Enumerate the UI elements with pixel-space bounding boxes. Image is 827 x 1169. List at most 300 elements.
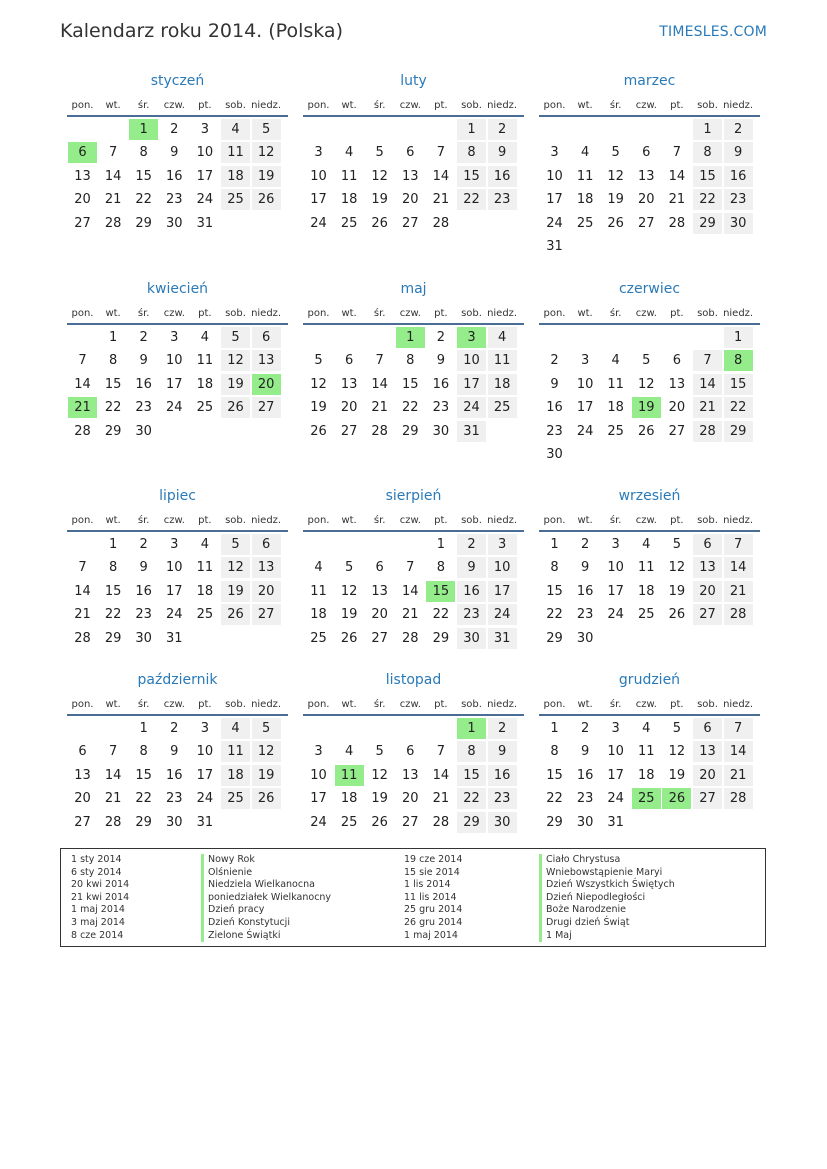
day-cell: 7 <box>78 353 87 369</box>
weekday-label: pon. <box>71 515 94 526</box>
weekday-header <box>303 100 524 112</box>
day-cell: 2 <box>139 330 148 345</box>
day-cell: 27 <box>402 215 419 231</box>
day-cell: 21 <box>74 607 91 623</box>
day-cell: 3 <box>611 721 620 736</box>
weekday-label: wt. <box>341 308 357 319</box>
day-cell: 17 <box>457 374 486 395</box>
header-divider <box>67 530 288 532</box>
day-cell: 29 <box>104 423 122 439</box>
weekday-label: niedz. <box>251 100 282 111</box>
day-cell: 1 <box>108 330 118 345</box>
day-cell: 23 <box>546 423 563 439</box>
day-cell: 21 <box>432 791 450 807</box>
day-cell: 13 <box>252 350 281 371</box>
day-cell: 22 <box>546 791 563 807</box>
header-divider <box>303 530 524 532</box>
day-cell: 18 <box>340 791 358 807</box>
day-cell: 22 <box>104 607 122 623</box>
weekday-label: pt. <box>670 308 684 319</box>
day-cell: 15 <box>104 376 122 392</box>
weekday-label: niedz. <box>723 308 754 319</box>
day-cell: 23 <box>576 607 594 623</box>
legend-date: 15 sie 2014 <box>404 866 460 878</box>
day-cell: 16 <box>166 168 183 184</box>
day-cell: 8 <box>108 560 118 576</box>
day-cell: 29 <box>135 814 152 830</box>
day-cell: 7 <box>724 534 753 555</box>
day-cell: 27 <box>693 788 722 809</box>
day-cell: 3 <box>611 537 620 552</box>
legend-names-left <box>201 854 331 942</box>
holiday-day-cell: 1 <box>396 327 425 348</box>
legend-holiday-name: Olśnienie <box>201 867 331 880</box>
day-cell: 28 <box>74 423 91 439</box>
day-cell: 11 <box>196 560 214 576</box>
header-divider <box>303 115 524 117</box>
day-cell: 31 <box>488 628 517 649</box>
header-divider <box>539 714 760 716</box>
day-cell: 24 <box>576 423 594 439</box>
day-cell: 5 <box>252 718 281 739</box>
day-cell: 29 <box>724 421 753 442</box>
day-cell: 11 <box>196 353 214 369</box>
day-cell: 20 <box>371 607 388 623</box>
weekday-label: pon. <box>71 100 94 111</box>
day-cell: 30 <box>457 628 486 649</box>
day-cell: 10 <box>196 145 214 161</box>
month-name: sierpień <box>385 488 442 504</box>
weekday-label: wt. <box>341 100 357 111</box>
day-cell: 21 <box>668 192 686 208</box>
legend-holiday-name: Nowy Rok <box>201 854 331 867</box>
day-cell: 27 <box>74 215 91 231</box>
day-cell: 9 <box>488 142 517 163</box>
day-cell: 16 <box>488 765 517 786</box>
day-cell: 19 <box>668 767 686 783</box>
holiday-day-cell: 19 <box>632 397 661 418</box>
day-cell: 20 <box>693 581 722 602</box>
legend-date: 1 maj 2014 <box>71 904 125 916</box>
day-cell: 11 <box>638 560 655 576</box>
legend-holiday-name: Dzień Konstytucji <box>201 917 331 930</box>
day-cell: 7 <box>724 718 753 739</box>
legend-date: 6 sty 2014 <box>71 866 122 878</box>
day-cell: 28 <box>668 215 686 231</box>
day-cell: 18 <box>221 765 250 786</box>
day-cell: 7 <box>672 145 682 161</box>
day-cell: 30 <box>135 630 152 646</box>
day-cell: 5 <box>672 721 682 736</box>
day-cell: 4 <box>642 537 651 552</box>
day-cell: 13 <box>668 376 686 392</box>
day-cell: 16 <box>135 376 152 392</box>
weekday-label: niedz. <box>723 100 754 111</box>
day-cell: 15 <box>457 166 486 187</box>
day-cell: 14 <box>693 374 722 395</box>
weekday-label: pt. <box>434 308 448 319</box>
day-cell: 13 <box>371 583 388 599</box>
day-cell: 17 <box>196 767 214 783</box>
weekday-label: czw. <box>163 308 185 319</box>
day-cell: 20 <box>74 192 91 208</box>
day-cell: 8 <box>457 741 486 762</box>
weekday-label: sob. <box>697 699 718 710</box>
day-cell: 10 <box>546 168 563 184</box>
legend-holiday-name: Dzień Niepodległości <box>539 892 675 905</box>
month-name: czerwiec <box>618 281 681 297</box>
brand-link[interactable]: TIMESLES.COM <box>659 24 767 40</box>
day-cell: 28 <box>432 814 450 830</box>
day-cell: 25 <box>196 607 214 623</box>
day-cell: 4 <box>642 721 651 736</box>
day-cell: 9 <box>580 560 590 576</box>
month-name: maj <box>400 281 427 297</box>
day-cell: 21 <box>371 400 388 416</box>
weekday-label: pt. <box>198 100 212 111</box>
day-cell: 12 <box>668 744 686 760</box>
weekday-label: sob. <box>225 308 246 319</box>
day-cell: 18 <box>196 583 214 599</box>
day-cell: 11 <box>607 376 624 392</box>
weekday-header <box>539 699 760 711</box>
day-cell: 6 <box>642 145 651 161</box>
day-cell: 6 <box>693 718 722 739</box>
day-cell: 12 <box>221 557 250 578</box>
day-cell: 9 <box>170 744 179 760</box>
holiday-day-cell: 1 <box>129 119 158 140</box>
day-cell: 27 <box>693 604 722 625</box>
weekday-header <box>539 100 760 112</box>
day-cell: 12 <box>221 350 250 371</box>
day-cell: 30 <box>166 215 183 231</box>
day-cell: 30 <box>135 423 152 439</box>
day-cell: 20 <box>668 400 686 416</box>
day-cell: 8 <box>550 744 559 760</box>
legend-date: 1 lis 2014 <box>404 879 451 891</box>
day-cell: 14 <box>104 767 122 783</box>
day-cell: 5 <box>611 145 620 161</box>
day-cell: 8 <box>693 142 722 163</box>
day-cell: 13 <box>74 168 91 184</box>
day-cell: 10 <box>166 560 183 576</box>
day-cell: 12 <box>310 376 327 392</box>
header-divider <box>303 323 524 325</box>
day-cell: 4 <box>221 119 250 140</box>
day-cell: 8 <box>550 560 559 576</box>
weekday-label: pon. <box>71 308 94 319</box>
weekday-label: wt. <box>105 308 121 319</box>
weekday-label: czw. <box>635 699 657 710</box>
day-cell: 2 <box>139 537 148 552</box>
day-cell: 26 <box>221 604 250 625</box>
day-cell: 15 <box>457 765 486 786</box>
day-cell: 31 <box>457 421 486 442</box>
day-cell: 26 <box>310 423 327 439</box>
day-cell: 7 <box>108 145 118 161</box>
weekday-label: pon. <box>307 308 330 319</box>
day-cell: 3 <box>170 330 179 345</box>
day-cell: 19 <box>371 791 388 807</box>
weekday-label: wt. <box>577 699 593 710</box>
day-cell: 29 <box>546 814 563 830</box>
day-cell: 4 <box>344 744 354 760</box>
weekday-label: śr. <box>609 308 622 319</box>
day-cell: 29 <box>104 630 122 646</box>
weekday-label: śr. <box>609 515 622 526</box>
day-cell: 17 <box>607 767 624 783</box>
day-cell: 11 <box>221 741 250 762</box>
legend-holiday-name: Boże Narodzenie <box>539 904 675 917</box>
day-cell: 6 <box>406 744 415 760</box>
day-cell: 22 <box>402 400 419 416</box>
day-cell: 21 <box>104 791 122 807</box>
weekday-label: pon. <box>543 515 566 526</box>
weekday-header <box>303 699 524 711</box>
day-cell: 20 <box>638 192 655 208</box>
weekday-label: pon. <box>307 699 330 710</box>
day-cell: 15 <box>546 767 563 783</box>
weekday-label: wt. <box>577 100 593 111</box>
day-cell: 11 <box>638 744 655 760</box>
day-cell: 19 <box>310 400 327 416</box>
day-cell: 24 <box>196 791 214 807</box>
day-cell: 29 <box>135 215 152 231</box>
legend-dates-left <box>71 854 129 942</box>
day-cell: 15 <box>402 376 419 392</box>
day-cell: 14 <box>74 583 91 599</box>
day-cell: 18 <box>310 607 327 623</box>
day-cell: 6 <box>375 560 384 576</box>
day-cell: 4 <box>580 145 590 161</box>
day-cell: 18 <box>221 166 250 187</box>
day-cell: 13 <box>402 767 419 783</box>
day-cell: 26 <box>607 215 624 231</box>
day-cell: 11 <box>310 583 327 599</box>
weekday-label: niedz. <box>251 308 282 319</box>
day-cell: 25 <box>196 400 214 416</box>
day-cell: 2 <box>457 534 486 555</box>
header-divider <box>67 115 288 117</box>
day-cell: 7 <box>693 350 722 371</box>
day-cell: 3 <box>580 353 590 369</box>
day-cell: 7 <box>108 744 118 760</box>
day-cell: 28 <box>432 215 450 231</box>
day-cell: 27 <box>252 604 281 625</box>
day-cell: 27 <box>402 814 419 830</box>
day-cell: 10 <box>607 560 624 576</box>
day-cell: 18 <box>488 374 517 395</box>
day-cell: 9 <box>488 741 517 762</box>
day-cell: 31 <box>196 814 214 830</box>
weekday-label: pt. <box>670 515 684 526</box>
day-cell: 24 <box>457 397 486 418</box>
day-cell: 10 <box>607 744 624 760</box>
day-cell: 30 <box>576 630 594 646</box>
day-cell: 25 <box>607 423 624 439</box>
legend-holiday-name: 1 Maj <box>539 930 675 943</box>
day-cell: 13 <box>340 376 358 392</box>
weekday-label: czw. <box>399 308 421 319</box>
weekday-header <box>67 308 288 320</box>
day-cell: 6 <box>252 327 281 348</box>
day-cell: 8 <box>139 744 148 760</box>
day-cell: 8 <box>406 353 415 369</box>
day-cell: 14 <box>724 741 753 762</box>
day-cell: 1 <box>108 537 118 552</box>
header-divider <box>303 714 524 716</box>
day-cell: 9 <box>139 560 148 576</box>
holiday-day-cell: 8 <box>724 350 753 371</box>
day-cell: 18 <box>196 376 214 392</box>
day-cell: 19 <box>607 192 624 208</box>
day-cell: 17 <box>576 400 594 416</box>
day-cell: 21 <box>724 765 753 786</box>
day-cell: 28 <box>724 604 753 625</box>
weekday-label: czw. <box>399 100 421 111</box>
day-cell: 15 <box>104 583 122 599</box>
day-cell: 1 <box>693 119 722 140</box>
day-cell: 17 <box>166 583 183 599</box>
holiday-day-cell: 26 <box>662 788 691 809</box>
legend-date: 3 maj 2014 <box>71 916 125 928</box>
holiday-day-cell: 15 <box>426 581 455 602</box>
day-cell: 4 <box>344 145 354 161</box>
day-cell: 21 <box>104 192 122 208</box>
day-cell: 27 <box>668 423 686 439</box>
legend-holiday-name: Dzień pracy <box>201 904 331 917</box>
day-cell: 30 <box>576 814 594 830</box>
weekday-label: wt. <box>105 699 121 710</box>
weekday-label: śr. <box>373 308 386 319</box>
day-cell: 24 <box>310 814 327 830</box>
weekday-label: śr. <box>609 100 622 111</box>
day-cell: 30 <box>166 814 183 830</box>
day-cell: 25 <box>340 814 358 830</box>
day-cell: 29 <box>402 423 419 439</box>
weekday-label: sob. <box>461 699 482 710</box>
day-cell: 5 <box>314 353 323 369</box>
weekday-label: niedz. <box>723 515 754 526</box>
month-name: listopad <box>385 672 442 688</box>
day-cell: 8 <box>436 560 446 576</box>
weekday-label: niedz. <box>487 308 518 319</box>
day-cell: 11 <box>576 168 594 184</box>
weekday-label: sob. <box>461 308 482 319</box>
holiday-day-cell: 1 <box>457 718 486 739</box>
day-cell: 18 <box>607 400 624 416</box>
day-cell: 12 <box>607 168 624 184</box>
weekday-label: śr. <box>373 699 386 710</box>
day-cell: 2 <box>488 119 517 140</box>
day-cell: 14 <box>668 168 686 184</box>
day-cell: 12 <box>252 741 281 762</box>
weekday-label: pt. <box>670 699 684 710</box>
weekday-label: czw. <box>163 515 185 526</box>
day-cell: 2 <box>724 119 753 140</box>
day-cell: 22 <box>104 400 122 416</box>
header-divider <box>539 530 760 532</box>
day-cell: 19 <box>371 192 388 208</box>
weekday-label: niedz. <box>487 699 518 710</box>
weekday-label: sob. <box>225 699 246 710</box>
day-cell: 4 <box>200 537 210 552</box>
day-cell: 28 <box>693 421 722 442</box>
day-cell: 9 <box>139 353 148 369</box>
day-cell: 3 <box>314 744 323 760</box>
day-cell: 5 <box>375 744 384 760</box>
day-cell: 20 <box>402 791 419 807</box>
day-cell: 30 <box>724 213 753 234</box>
day-cell: 17 <box>488 581 517 602</box>
weekday-label: pon. <box>543 699 566 710</box>
day-cell: 7 <box>78 560 87 576</box>
weekday-label: czw. <box>163 100 185 111</box>
day-cell: 1 <box>724 327 753 348</box>
weekday-label: pon. <box>307 100 330 111</box>
day-cell: 16 <box>166 767 183 783</box>
day-cell: 25 <box>310 630 327 646</box>
day-cell: 5 <box>642 353 651 369</box>
weekday-header <box>539 515 760 527</box>
day-cell: 17 <box>196 168 214 184</box>
day-cell: 19 <box>668 583 686 599</box>
holiday-day-cell: 11 <box>335 765 364 786</box>
day-cell: 4 <box>314 560 323 576</box>
day-cell: 13 <box>693 741 722 762</box>
day-cell: 29 <box>432 630 450 646</box>
day-cell: 10 <box>310 767 327 783</box>
day-cell: 24 <box>166 607 183 623</box>
day-cell: 18 <box>638 583 655 599</box>
day-cell: 16 <box>488 166 517 187</box>
day-cell: 5 <box>221 327 250 348</box>
day-cell: 22 <box>457 189 486 210</box>
day-cell: 29 <box>693 213 722 234</box>
legend-holiday-name: Drugi dzień Świąt <box>539 917 675 930</box>
day-cell: 19 <box>221 374 250 395</box>
legend-holiday-name: Wniebowstąpienie Maryi <box>539 867 675 880</box>
day-cell: 30 <box>546 447 563 462</box>
day-cell: 15 <box>135 168 152 184</box>
legend-holiday-name: Dzień Wszystkich Świętych <box>539 879 675 892</box>
holiday-day-cell: 6 <box>68 142 97 163</box>
day-cell: 7 <box>436 744 446 760</box>
day-cell: 22 <box>135 192 152 208</box>
weekday-label: pt. <box>198 515 212 526</box>
day-cell: 16 <box>432 376 450 392</box>
day-cell: 16 <box>546 400 563 416</box>
weekday-label: śr. <box>137 699 150 710</box>
day-cell: 16 <box>576 767 594 783</box>
month-name: kwiecień <box>146 281 209 297</box>
day-cell: 28 <box>724 788 753 809</box>
day-cell: 24 <box>607 791 624 807</box>
month-name: lipiec <box>159 488 196 504</box>
day-cell: 27 <box>74 814 91 830</box>
day-cell: 11 <box>340 168 358 184</box>
day-cell: 23 <box>135 607 152 623</box>
month-name: wrzesień <box>618 488 681 504</box>
header-divider <box>539 323 760 325</box>
legend-holiday-name: Zielone Świątki <box>201 930 331 943</box>
legend-names-right <box>539 854 675 942</box>
weekday-label: pon. <box>543 100 566 111</box>
weekday-label: wt. <box>341 515 357 526</box>
weekday-label: niedz. <box>487 515 518 526</box>
day-cell: 27 <box>340 423 358 439</box>
weekday-label: czw. <box>635 308 657 319</box>
